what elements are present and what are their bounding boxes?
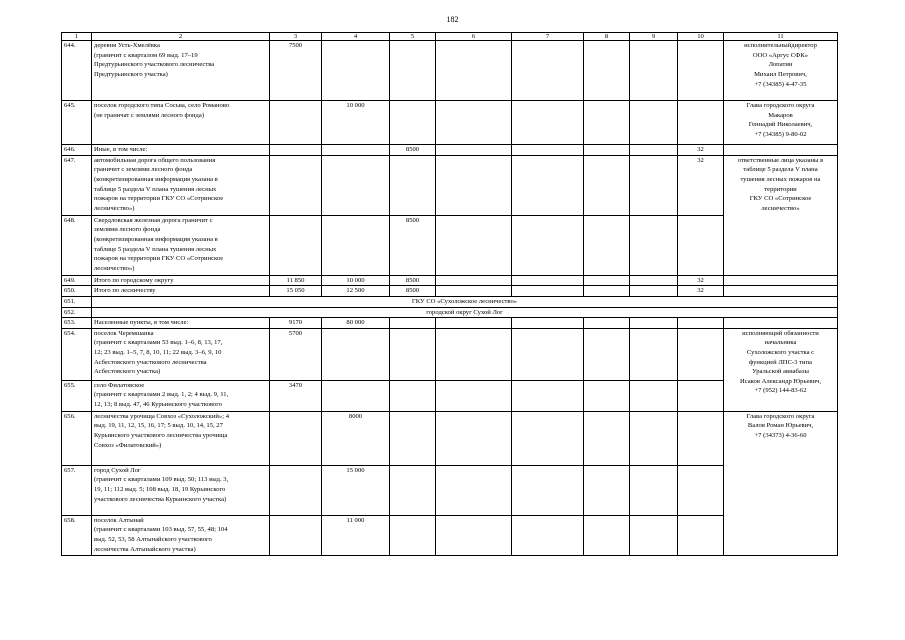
responsible-contact	[724, 318, 838, 329]
header-col-10: 10	[678, 33, 724, 41]
value-col-5	[390, 101, 436, 145]
settlement-name: поселок городского типа Сосьва, село Романово (не граничат с землями лесного фонда)	[92, 101, 270, 145]
row-number: 656.	[62, 411, 92, 465]
value-col-8	[584, 41, 630, 101]
value-col-5: 8500	[390, 145, 436, 156]
value-col-3: 9170	[270, 318, 322, 329]
table-row	[62, 411, 838, 465]
value-col-5	[390, 515, 436, 555]
value-col-5	[390, 380, 436, 411]
header-row	[62, 33, 838, 41]
value-col-6	[436, 328, 512, 380]
value-col-8	[584, 465, 630, 515]
value-col-3: 3470	[270, 380, 322, 411]
table-row	[62, 318, 838, 329]
settlement-name: Итого по лесничеству	[92, 286, 270, 297]
value-col-8	[584, 515, 630, 555]
value-col-8	[584, 275, 630, 286]
value-col-9	[630, 275, 678, 286]
row-number: 654.	[62, 328, 92, 380]
header-col-3: 3	[270, 33, 322, 41]
value-col-6	[436, 275, 512, 286]
value-col-10: 32	[678, 155, 724, 215]
row-number: 652.	[62, 307, 92, 318]
value-col-10	[678, 411, 724, 465]
row-number: 651.	[62, 296, 92, 307]
settlement-name: Свердловская железная дорога граничит с землями лесного фонда (конкретизированная информация указана в таблице 5 раздела V плана тушения лесных пожаров на территории ГКУ СО «Сотринское лесничество»)	[92, 215, 270, 275]
value-col-5	[390, 318, 436, 329]
value-col-3	[270, 515, 322, 555]
value-col-9	[630, 215, 678, 275]
value-col-4: 11 000	[322, 515, 390, 555]
settlement-name: автомобильная дорога общего пользования граничит с землями лесного фонда (конкретизированная информация указана в таблице 5 раздела V плана тушения лесных пожаров на территории ГКУ СО «Сотринское лесничество»)	[92, 155, 270, 215]
value-col-7	[512, 101, 584, 145]
value-col-7	[512, 380, 584, 411]
value-col-6	[436, 41, 512, 101]
value-col-8	[584, 328, 630, 380]
value-col-10: 32	[678, 286, 724, 297]
value-col-10	[678, 101, 724, 145]
value-col-7	[512, 145, 584, 156]
value-col-8	[584, 286, 630, 297]
value-col-6	[436, 286, 512, 297]
value-col-5: 8500	[390, 286, 436, 297]
value-col-4	[322, 328, 390, 380]
responsible-contact: Глава городского округа Валов Роман Юрьевич, +7 (34373) 4-36-60	[724, 411, 838, 555]
settlement-name: город Сухой Лог (граничит с кварталами 109 выд. 50; 113 выд. 3, 19, 11; 112 выд. 5; 108 выд. 18, 19 Курьинского участкового лесничества Курьинского участка)	[92, 465, 270, 515]
value-col-7	[512, 275, 584, 286]
value-col-8	[584, 145, 630, 156]
table-row	[62, 286, 838, 297]
row-number: 644.	[62, 41, 92, 101]
responsible-contact	[724, 145, 838, 156]
section-title: городской округ Сухой Лог	[92, 307, 838, 318]
table-row	[62, 101, 838, 145]
header-col-2: 2	[92, 33, 270, 41]
value-col-10	[678, 328, 724, 380]
header-col-7: 7	[512, 33, 584, 41]
settlement-name: поселок Алтынай (граничит с кварталами 103 выд. 57, 55, 48; 104 выд. 52, 53, 58 Алтынайского участкового лесничества Алтынайского участка)	[92, 515, 270, 555]
header-col-6: 6	[436, 33, 512, 41]
value-col-8	[584, 101, 630, 145]
value-col-4	[322, 215, 390, 275]
value-col-5	[390, 328, 436, 380]
value-col-3	[270, 411, 322, 465]
table-row	[62, 41, 838, 101]
value-col-4: 12 500	[322, 286, 390, 297]
value-col-5	[390, 41, 436, 101]
value-col-3	[270, 145, 322, 156]
value-col-6	[436, 155, 512, 215]
value-col-8	[584, 215, 630, 275]
settlement-name: поселок Черемшанка (граничит с кварталами 53 выд. 1–6, 8, 13, 17, 12; 23 выд. 1–5, 7, 8, 10, 11; 22 выд. 3–6, 9, 10 Асбестовского участкового лесничества Асбестовского участка)	[92, 328, 270, 380]
value-col-9	[630, 328, 678, 380]
settlement-name: деревня Усть-Хмелёвка (граничит с кварталом 69 выд. 17–19 Предтурьинского участкового лесничества Предтурьинского участка)	[92, 41, 270, 101]
table-row	[62, 145, 838, 156]
responsible-contact: Глава городского округа Макаров Геннадий Николаевич, +7 (34385) 9-80-02	[724, 101, 838, 145]
row-number: 647.	[62, 155, 92, 215]
row-number: 646.	[62, 145, 92, 156]
value-col-4: 10 000	[322, 101, 390, 145]
value-col-4	[322, 380, 390, 411]
value-col-4: 15 000	[322, 465, 390, 515]
value-col-6	[436, 145, 512, 156]
value-col-5	[390, 155, 436, 215]
value-col-10	[678, 41, 724, 101]
value-col-6	[436, 215, 512, 275]
value-col-9	[630, 155, 678, 215]
header-col-11: 11	[724, 33, 838, 41]
value-col-8	[584, 411, 630, 465]
value-col-4	[322, 41, 390, 101]
header-col-8: 8	[584, 33, 630, 41]
value-col-5: 8500	[390, 215, 436, 275]
value-col-9	[630, 286, 678, 297]
value-col-6	[436, 411, 512, 465]
row-number: 655.	[62, 380, 92, 411]
value-col-8	[584, 318, 630, 329]
value-col-9	[630, 411, 678, 465]
responsible-contact	[724, 286, 838, 297]
settlement-name: лесничества урочища Совхоз «Сухоложский»; 4 выд. 19, 11, 12, 15, 16, 17; 5 выд. 10, 14, 15, 27 Курьинского участкового лесничества урочища Совхоз «Филатовский»)	[92, 411, 270, 465]
value-col-9	[630, 318, 678, 329]
value-col-6	[436, 380, 512, 411]
table-row	[62, 380, 838, 411]
value-col-9	[630, 380, 678, 411]
section-title: ГКУ СО «Сухоложское лесничество»	[92, 296, 838, 307]
section-row	[62, 296, 838, 307]
section-row	[62, 307, 838, 318]
value-col-6	[436, 101, 512, 145]
value-col-5	[390, 465, 436, 515]
value-col-3	[270, 155, 322, 215]
value-col-10: 32	[678, 275, 724, 286]
row-number: 653.	[62, 318, 92, 329]
table-row	[62, 465, 838, 515]
value-col-3: 7500	[270, 41, 322, 101]
value-col-3	[270, 101, 322, 145]
value-col-9	[630, 145, 678, 156]
value-col-9	[630, 101, 678, 145]
value-col-6	[436, 515, 512, 555]
value-col-3: 5700	[270, 328, 322, 380]
value-col-4: 8000	[322, 411, 390, 465]
value-col-7	[512, 286, 584, 297]
value-col-7	[512, 318, 584, 329]
table-row	[62, 215, 838, 275]
table-row	[62, 515, 838, 555]
value-col-4: 80 000	[322, 318, 390, 329]
value-col-4	[322, 145, 390, 156]
value-col-10	[678, 465, 724, 515]
value-col-5: 8500	[390, 275, 436, 286]
value-col-7	[512, 328, 584, 380]
value-col-7	[512, 411, 584, 465]
table-row	[62, 328, 838, 380]
settlement-name: Итого по городскому округу	[92, 275, 270, 286]
header-col-9: 9	[630, 33, 678, 41]
value-col-8	[584, 380, 630, 411]
value-col-9	[630, 465, 678, 515]
value-col-6	[436, 318, 512, 329]
value-col-10	[678, 380, 724, 411]
fire-resources-table	[61, 32, 838, 556]
value-col-5	[390, 411, 436, 465]
value-col-10	[678, 215, 724, 275]
value-col-4	[322, 155, 390, 215]
responsible-contact: ответственные лица указаны в таблице 5 раздела V плана тушения лесных пожаров на территории ГКУ СО «Сотринское лесничество»	[724, 155, 838, 275]
value-col-3	[270, 465, 322, 515]
row-number: 649.	[62, 275, 92, 286]
value-col-9	[630, 41, 678, 101]
row-number: 648.	[62, 215, 92, 275]
value-col-3: 15 050	[270, 286, 322, 297]
value-col-7	[512, 515, 584, 555]
value-col-4: 10 000	[322, 275, 390, 286]
row-number: 657.	[62, 465, 92, 515]
header-col-5: 5	[390, 33, 436, 41]
value-col-10	[678, 318, 724, 329]
row-number: 658.	[62, 515, 92, 555]
responsible-contact: исполнительныйдиректор ООО «Аргус СФК» Лопатин Михаил Петрович, +7 (34385) 4-47-35	[724, 41, 838, 101]
responsible-contact	[724, 275, 838, 286]
header-col-1: 1	[62, 33, 92, 41]
value-col-7	[512, 465, 584, 515]
settlement-name: Населенные пункты, в том числе:	[92, 318, 270, 329]
value-col-3: 11 850	[270, 275, 322, 286]
value-col-7	[512, 155, 584, 215]
table-row	[62, 275, 838, 286]
header-col-4: 4	[322, 33, 390, 41]
page-number: 182	[446, 15, 459, 24]
value-col-7	[512, 215, 584, 275]
row-number: 650.	[62, 286, 92, 297]
row-number: 645.	[62, 101, 92, 145]
table-row	[62, 155, 838, 215]
value-col-7	[512, 41, 584, 101]
value-col-8	[584, 155, 630, 215]
value-col-10	[678, 515, 724, 555]
value-col-3	[270, 215, 322, 275]
value-col-6	[436, 465, 512, 515]
settlement-name: Иные, в том числе:	[92, 145, 270, 156]
value-col-10: 32	[678, 145, 724, 156]
settlement-name: село Филатовское (граничит с кварталами 2 выд. 1, 2; 4 выд. 9, 11, 12, 13; 8 выд. 47, 46 Курьинского участкового	[92, 380, 270, 411]
value-col-9	[630, 515, 678, 555]
responsible-contact: исполняющий обязанности начальника Сухоложского участка с функцией ЛПС-3 типа Уральской авиабазы Исаков Александр Юрьевич, +7 (952) 144-83-62	[724, 328, 838, 411]
